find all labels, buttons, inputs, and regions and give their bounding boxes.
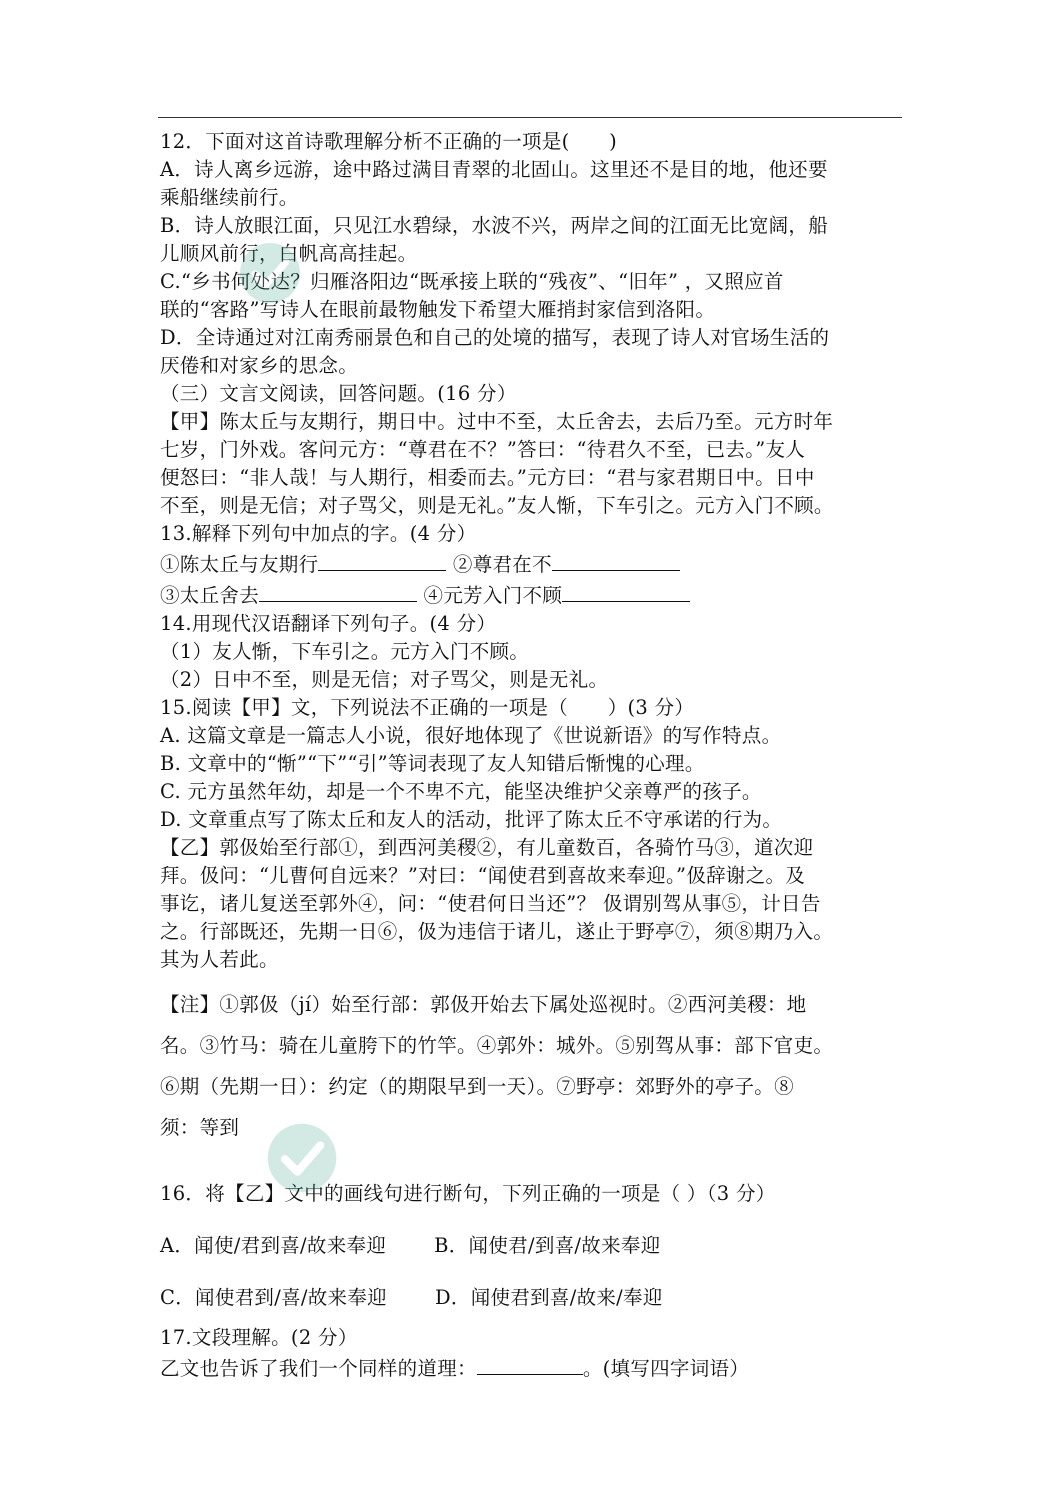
q13-item4: ④元芳入门不顾: [423, 584, 563, 607]
notes-line: ⑥期（先期一日）：约定（的期限早到一天）。⑦野亭：郊野外的亭子。⑧: [160, 1075, 794, 1098]
q14-sentence1: （1）友人惭，下车引之。元方入门不顾。: [160, 640, 530, 663]
q15-stem: 15.阅读【甲】文，下列说法不正确的一项是（ ）(3 分）: [160, 696, 695, 719]
q13-blank2[interactable]: [552, 548, 680, 571]
passage-yi-line: 事讫，诸儿复送至郭外④，问：“使君何日当还”？ 伋谓别驾从事⑤，计日告: [160, 892, 821, 915]
passage-yi-line: 拜。伋问：“儿曹何自远来？”对曰：“闻使君到喜故来奉迎。”伋辞谢之。及: [160, 864, 806, 887]
passage-yi-line: 其为人若此。: [160, 948, 279, 971]
q16-option-c: C．闻使君到/喜/故来奉迎: [160, 1286, 387, 1309]
q13-item2: ②尊君在不: [452, 553, 552, 576]
q13-row1: [160, 548, 900, 579]
header-rule: [158, 117, 902, 118]
q17-prompt: 乙文也告诉了我们一个同样的道理：: [160, 1357, 477, 1380]
q15-option-d: D. 文章重点写了陈太丘和友人的活动，批评了陈太丘不守承诺的行为。: [160, 808, 783, 831]
q13-item3: ③太丘舍去: [160, 584, 260, 607]
q12-option-c-line1: C.“乡书何处达？归雁洛阳边“既承接上联的“残夜”、“旧年” ，又照应首: [160, 270, 784, 293]
q13-row2: [160, 579, 900, 610]
q12-option-b-line2: 儿顺风前行，白帆高高挂起。: [160, 242, 418, 265]
notes-line: 须：等到: [160, 1116, 240, 1139]
q15-option-c: C. 元方虽然年幼，却是一个不卑不亢，能坚决维护父亲尊严的孩子。: [160, 780, 762, 803]
exam-page: [160, 128, 900, 1383]
q16-options-row2: [160, 1272, 900, 1324]
q14-sentence2: （2）日中不至，则是无信；对子骂父，则是无礼。: [160, 668, 609, 691]
passage-jia-line: 不至，则是无信；对子骂父，则是无礼。”友人惭，下车引之。元方入门不顾。: [160, 494, 834, 517]
q16-option-d: D．闻使君到喜/故来/奉迎: [434, 1286, 663, 1309]
passage-jia-line: 【甲】陈太丘与友期行，期日中。过中不至，太丘舍去，去后乃至。元方时年: [160, 410, 834, 433]
q13-blank1[interactable]: [318, 548, 446, 571]
q17-stem: 17.文段理解。(2 分）: [160, 1326, 358, 1349]
q16-option-b: B．闻使君/到喜/故来奉迎: [434, 1234, 661, 1257]
q16-options-row1: [160, 1220, 900, 1272]
q12-option-d-line2: 厌倦和对家乡的思念。: [160, 354, 359, 377]
passage-jia-line: 七岁，门外戏。客问元方：“尊君在不？”答曰：“待君久不至，已去。”友人: [160, 438, 806, 461]
notes-line: 【注】①郭伋（jí）始至行部：郭伋开始去下属处巡视时。②西河美稷：地: [160, 993, 807, 1016]
passage-jia-line: 便怒曰：“非人哉！与人期行，相委而去。”元方曰：“君与家君期日中。日中: [160, 466, 815, 489]
q13-item1: ①陈太丘与友期行: [160, 553, 319, 576]
q13-blank4[interactable]: [562, 579, 690, 602]
q13-blank3[interactable]: [259, 579, 417, 602]
q12-option-a-line2: 乘船继续前行。: [160, 186, 299, 209]
q14-stem: 14.用现代汉语翻译下列句子。(4 分）: [160, 612, 497, 635]
q17-suffix: 。(填写四字词语）: [582, 1357, 750, 1380]
passage-yi-line: 【乙】郭伋始至行部①，到西河美稷②，有儿童数百，各骑竹马③，道次迎: [160, 836, 814, 859]
q15-option-a: A. 这篇文章是一篇志人小说，很好地体现了《世说新语》的写作特点。: [160, 724, 782, 747]
notes-line: 名。③竹马：骑在儿童胯下的竹竿。④郭外：城外。⑤别驾从事：部下官吏。: [160, 1034, 834, 1057]
q16-option-a: A．闻使/君到喜/故来奉迎: [160, 1234, 387, 1257]
q12-option-d-line1: D．全诗通过对江南秀丽景色和自己的处境的描写，表现了诗人对官场生活的: [160, 326, 830, 349]
q12-option-a-line1: A．诗人离乡远游，途中路过满目青翠的北固山。这里还不是目的地，他还要: [160, 158, 828, 181]
q12-option-b-line1: B．诗人放眼江面，只见江水碧绿，水波不兴，两岸之间的江面无比宽阔，船: [160, 214, 829, 237]
q12-stem: 12．下面对这首诗歌理解分析不正确的一项是( ): [160, 130, 618, 153]
section3-heading: （三）文言文阅读，回答问题。(16 分）: [160, 382, 517, 405]
q13-stem: 13.解释下列句中加点的字。(4 分）: [160, 522, 477, 545]
passage-yi-line: 之。行部既还，先期一日⑥，伋为违信于诸儿，遂止于野亭⑦，须⑧期乃入。: [160, 920, 834, 943]
q15-option-b: B. 文章中的“惭”“下”“引”等词表现了友人知错后惭愧的心理。: [160, 752, 705, 775]
q17-prompt-line: [160, 1352, 900, 1383]
q16-stem: 16．将【乙】文中的画线句进行断句，下列正确的一项是（ ）（3 分）: [160, 1182, 776, 1205]
q12-option-c-line2: 联的“客路”写诗人在眼前最物触发下希望大雁捎封家信到洛阳。: [160, 298, 716, 321]
q17-blank[interactable]: [477, 1352, 583, 1375]
